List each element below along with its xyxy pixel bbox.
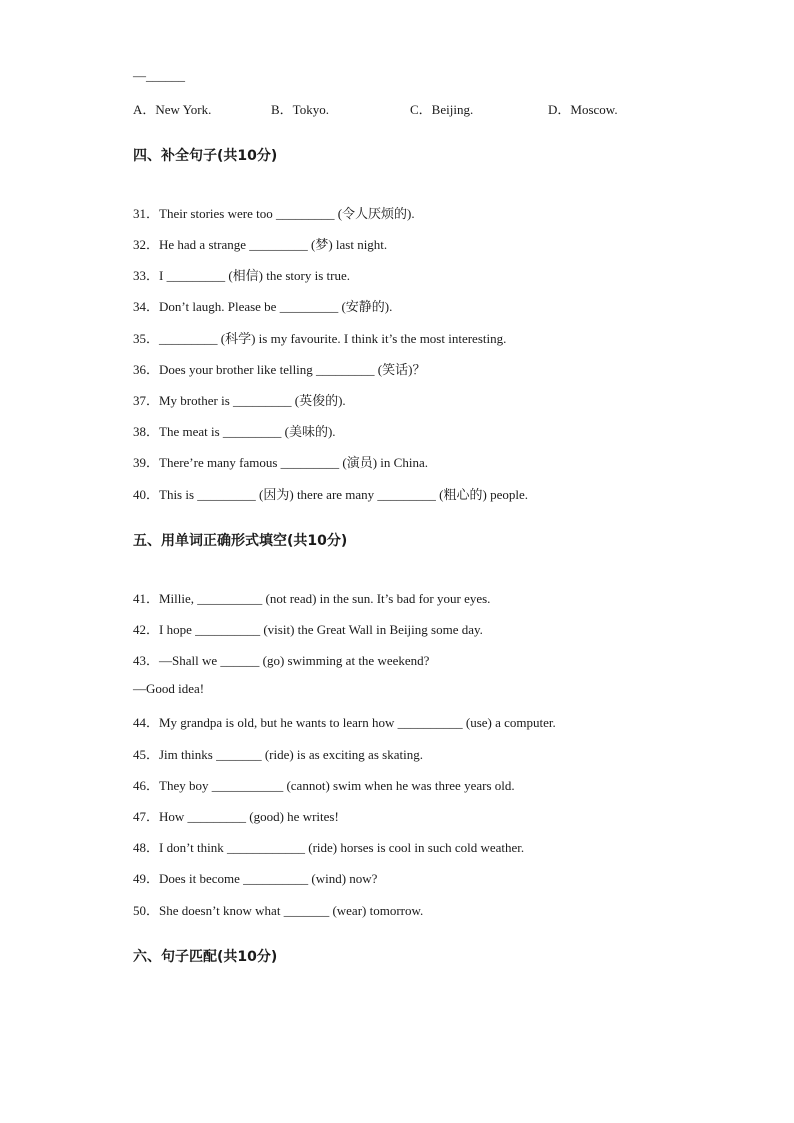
question-46: 46．They boy ___________ (cannot) swim when he was three years old. <box>133 778 515 793</box>
option-text: Beijing. <box>431 102 474 117</box>
question-35: 35．_________ (科学) is my favourite. I think it’s the most interesting. <box>133 331 507 346</box>
question-39: 39．There’re many famous _________ (演员) in China. <box>133 455 428 470</box>
option-letter: D． <box>548 102 571 117</box>
question-47: 47．How _________ (good) he writes! <box>133 809 339 824</box>
question-48: 48．I don’t think ____________ (ride) horses is cool in such cold weather. <box>133 840 525 855</box>
question-45: 45．Jim thinks _______ (ride) is as exciting as skating. <box>133 747 423 762</box>
question-33: 33．I _________ (相信) the story is true. <box>133 268 351 283</box>
option-letter: A． <box>133 102 156 117</box>
option-text: Moscow. <box>570 102 618 117</box>
question-34: 34．Don’t laugh. Please be _________ (安静的). <box>133 299 393 314</box>
question-32: 32．He had a strange _________ (梦) last night. <box>133 237 388 252</box>
option-b <box>271 99 329 118</box>
question-36: 36．Does your brother like telling _________ (笑话)？ <box>133 362 426 377</box>
question-31: 31．Their stories were too _________ (令人厌烦的). <box>133 206 415 221</box>
question-42: 42．I hope __________ (visit) the Great Wall in Beijing some day. <box>133 622 483 637</box>
question-50: 50．She doesn’t know what _______ (wear) tomorrow. <box>133 903 424 918</box>
option-letter: B． <box>271 102 293 117</box>
section-six-title: 六、句子匹配(共10分) <box>133 949 278 965</box>
option-letter: C． <box>410 102 432 117</box>
question-40: 40．This is _________ (因为) there are many _________ (粗心的) people. <box>133 487 528 502</box>
option-c <box>410 99 473 118</box>
question-41: 41．Millie, __________ (not read) in the sun. It’s bad for your eyes. <box>133 591 491 606</box>
question-43: 43．—Shall we ______ (go) swimming at the weekend? <box>133 653 430 668</box>
section-five-title: 五、用单词正确形式填空(共10分) <box>133 533 348 549</box>
question-38: 38．The meat is _________ (美味的). <box>133 424 336 439</box>
question-37: 37．My brother is _________ (英俊的). <box>133 393 346 408</box>
option-text: Tokyo. <box>292 102 329 117</box>
option-text: New York. <box>155 102 212 117</box>
question-44: 44．My grandpa is old, but he wants to learn how __________ (use) a computer. <box>133 715 556 730</box>
question-49: 49．Does it become __________ (wind) now? <box>133 871 378 886</box>
section-four-title: 四、补全句子(共10分) <box>133 148 278 164</box>
answer-line: —______ <box>133 68 185 83</box>
option-a <box>133 99 211 118</box>
question-43-reply: —Good idea! <box>133 681 205 696</box>
option-d <box>548 99 618 118</box>
